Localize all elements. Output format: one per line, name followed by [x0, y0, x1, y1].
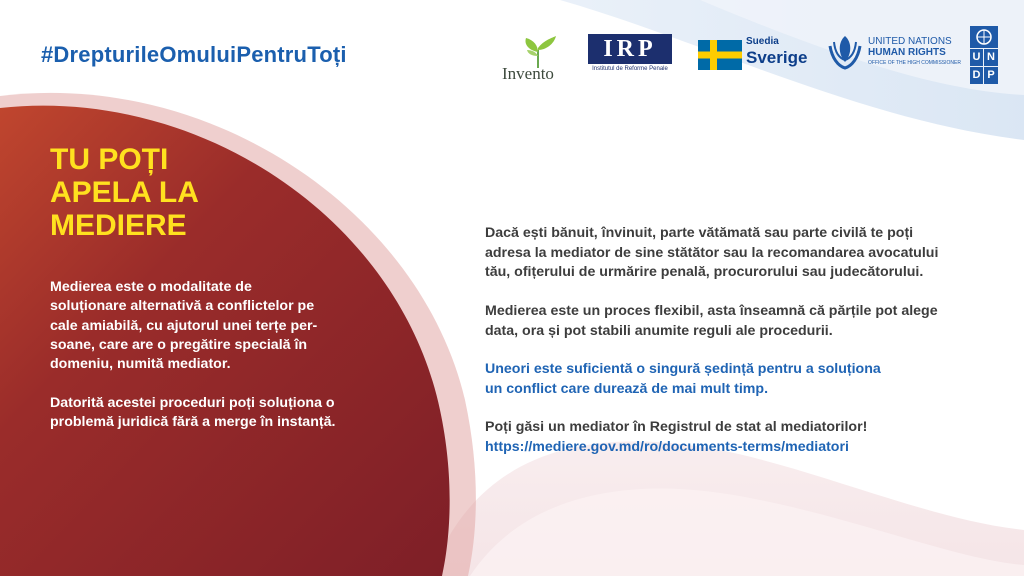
invento-wordmark: Invento: [502, 64, 554, 83]
heading-line-1: TU POȚI: [50, 143, 169, 176]
swedish-flag-icon: [698, 40, 742, 70]
highlight-line: Uneori este suficientă o singură ședință pentru a soluționa: [485, 361, 881, 377]
sprout-icon: [518, 34, 558, 68]
eligibility-paragraph: [485, 224, 985, 283]
sweden-label-ro: Suedia: [746, 36, 779, 47]
registry-link[interactable]: https://mediere.gov.md/ro/documents-terms/mediatori: [485, 438, 849, 455]
undp-letter-u: U: [970, 49, 983, 66]
highlight-line: un conflict care durează de mai mult timp.: [485, 380, 769, 397]
heading-line-3: MEDIERE: [50, 209, 187, 242]
benefit-paragraph: [50, 394, 370, 433]
undp-logo: [970, 26, 998, 86]
registry-line: Poți găsi un mediator în Registrul de stat al mediatorilor!: [485, 419, 868, 435]
highlight-paragraph: [485, 360, 985, 399]
sweden-logo: [698, 36, 808, 76]
irp-logo: [588, 34, 672, 72]
undp-letter-n: N: [984, 49, 998, 66]
irp-subtitle: Institutul de Reforme Penale: [592, 66, 668, 72]
partner-logos: [0, 24, 1024, 94]
eligibility-line: tău, ofițerului de urmărire penală, procurorului sau judecătorului.: [485, 264, 924, 280]
sweden-label-sv: Sverige: [746, 48, 808, 67]
definition-line: soluționare alternativă a conflictelor pe: [50, 298, 315, 315]
undp-letter-d: D: [970, 67, 983, 84]
ohchr-line3: OFFICE OF THE HIGH COMMISSIONER: [868, 60, 961, 66]
benefit-line: problemă juridică fără a merge în instanță.: [50, 414, 336, 431]
definition-paragraph: [50, 278, 370, 374]
definition-line: cale amiabilă, cu ajutorul unei terțe per-: [50, 317, 318, 334]
registry-paragraph: [485, 418, 985, 457]
eligibility-line: Dacă ești bănuit, învinuit, parte vătămată sau parte civilă te poți: [485, 225, 914, 241]
ohchr-logo: [826, 28, 961, 82]
ohchr-line2: HUMAN RIGHTS: [868, 47, 946, 58]
main-heading: [50, 143, 270, 242]
heading-line-2: APELA LA: [50, 176, 199, 209]
benefit-line: Datorită acestei proceduri poți soluționa o: [50, 395, 335, 411]
un-emblem-icon: [970, 26, 998, 48]
undp-letter-p: P: [984, 67, 998, 84]
flexibility-line: data, ora și pot stabili anumite reguli ale procedurii.: [485, 322, 833, 339]
definition-line: Medierea este o modalitate de: [50, 279, 252, 295]
definition-line: soane, care are o pregătire specială în: [50, 336, 308, 353]
invento-logo: [500, 34, 570, 86]
irp-letters: IRP: [588, 34, 672, 64]
definition-line: domeniu, numită mediator.: [50, 356, 231, 373]
un-dove-hands-icon: [826, 32, 864, 72]
flexibility-line: Medierea este un proces flexibil, asta înseamnă că părțile pot alege: [485, 303, 938, 319]
eligibility-line: adresa la mediator de sine stătător sau la recomandarea avocatului: [485, 244, 939, 261]
ohchr-line1: UNITED NATIONS: [868, 36, 952, 47]
hashtag-title: #DrepturileOmuluiPentruToți: [41, 42, 347, 67]
flexibility-paragraph: [485, 302, 985, 341]
